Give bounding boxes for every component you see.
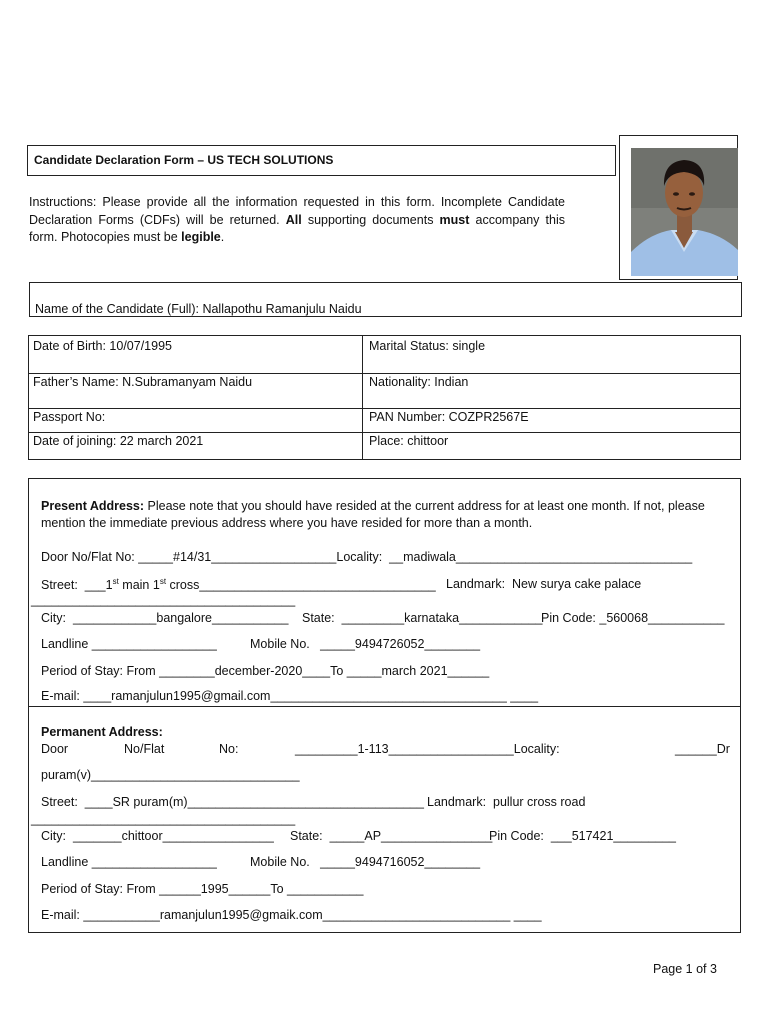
permanent-landmark: Landmark: pullur cross road: [427, 795, 586, 809]
address-section: [28, 478, 741, 933]
present-address-heading: Present Address:: [41, 499, 145, 513]
present-address-note-line1: [41, 499, 705, 513]
present-mobile: Mobile No. _____9494726052________: [250, 637, 481, 651]
permanent-landline: Landline __________________: [41, 855, 217, 869]
pan-number: PAN Number: COZPR2567E: [369, 410, 529, 424]
street-part: cross__________________________________: [166, 578, 436, 593]
form-title: Candidate Declaration Form – US TECH SOLUTIONS: [34, 153, 334, 167]
present-pin-code: Pin Code: _560068___________: [541, 611, 725, 625]
permanent-no-label: No:: [219, 742, 239, 756]
permanent-address-heading: Permanent Address:: [41, 725, 163, 739]
date-of-birth: Date of Birth: 10/07/1995: [33, 339, 172, 353]
present-door-locality: Door No/Flat No: _____#14/31__________________Locality: __madiwala__________________________________: [41, 550, 693, 564]
table-divider: [29, 408, 740, 409]
date-of-joining: Date of joining: 22 march 2021: [33, 434, 204, 448]
present-address-note: Please note that you should have resided at the current address for at least one month. If not, please: [144, 499, 705, 513]
permanent-city: City: _______chittoor________________: [41, 829, 274, 843]
nationality: Nationality: Indian: [369, 375, 469, 389]
instructions-part: .: [220, 230, 225, 244]
instructions-bold: All: [285, 212, 302, 227]
instructions-bold: must: [439, 212, 470, 227]
permanent-mobile: Mobile No. _____9494716052________: [250, 855, 481, 869]
permanent-locality-continued: puram(v)______________________________: [41, 768, 300, 782]
table-divider: [29, 432, 740, 433]
present-period-of-stay: Period of Stay: From ________december-2020____To _____march 2021______: [41, 664, 490, 678]
candidate-name: Name of the Candidate (Full): Nallapothu Ramanjulu Naidu: [35, 302, 362, 316]
permanent-locality-value: ______Dr: [675, 742, 730, 756]
permanent-email: E-mail: ___________ramanjulun1995@gmaik.com___________________________ ____: [41, 908, 542, 922]
present-underline-extra: ______________________________________: [31, 593, 296, 607]
street-part: Street: ___1: [41, 578, 113, 593]
permanent-pin-code: Pin Code: ___517421_________: [489, 829, 676, 843]
place: Place: chittoor: [369, 434, 449, 448]
street-part: main 1: [118, 578, 160, 593]
present-street: [41, 577, 436, 592]
instructions-text: [29, 194, 565, 247]
permanent-door-label: Door: [41, 742, 69, 756]
details-table: [28, 335, 741, 460]
passport-number: Passport No:: [33, 410, 106, 424]
ordinal-suffix: st: [159, 577, 167, 586]
present-email: E-mail: ____ramanjulun1995@gmail.com__________________________________ ____: [41, 689, 539, 703]
form-title-box: [27, 145, 616, 176]
present-address-note-line2: mention the immediate previous address where you have resided for more than a month.: [41, 516, 533, 530]
instructions-part: supporting documents: [301, 212, 440, 227]
address-divider: [29, 706, 740, 707]
candidate-photo: [631, 148, 738, 276]
permanent-state: State: _____AP________________: [290, 829, 493, 843]
permanent-street: Street: ____SR puram(m)__________________________________: [41, 795, 424, 809]
present-city: City: ____________bangalore___________: [41, 611, 289, 625]
permanent-period-of-stay: Period of Stay: From ______1995______To ___________: [41, 882, 364, 896]
present-landmark: Landmark: New surya cake palace: [446, 577, 642, 591]
candidate-name-box: [29, 282, 742, 317]
page-number: Page 1 of 3: [653, 962, 717, 976]
present-state: State: _________karnataka____________: [302, 611, 543, 625]
father-name: Father’s Name: N.Subramanyam Naidu: [33, 375, 253, 389]
table-divider: [29, 373, 740, 374]
instructions-part: accompany this form. Photocopies must be: [29, 212, 565, 244]
permanent-door-value-locality: _________1-113__________________Locality:: [295, 742, 560, 756]
permanent-no-flat-label: No/Flat: [124, 742, 165, 756]
permanent-underline-extra: ______________________________________: [31, 812, 296, 826]
present-landline: Landline __________________: [41, 637, 217, 651]
table-column-divider: [362, 336, 363, 459]
marital-status: Marital Status: single: [369, 339, 486, 353]
instructions-part: Instructions: Please provide all the information requested in this form. Incomplete Candidate Declaration Forms (CDFs) will be returned.: [29, 195, 565, 227]
instructions-bold: legible: [181, 230, 221, 244]
ordinal-suffix: st: [112, 577, 119, 586]
candidate-photo-image: [631, 148, 738, 276]
photo-frame: [619, 135, 738, 280]
